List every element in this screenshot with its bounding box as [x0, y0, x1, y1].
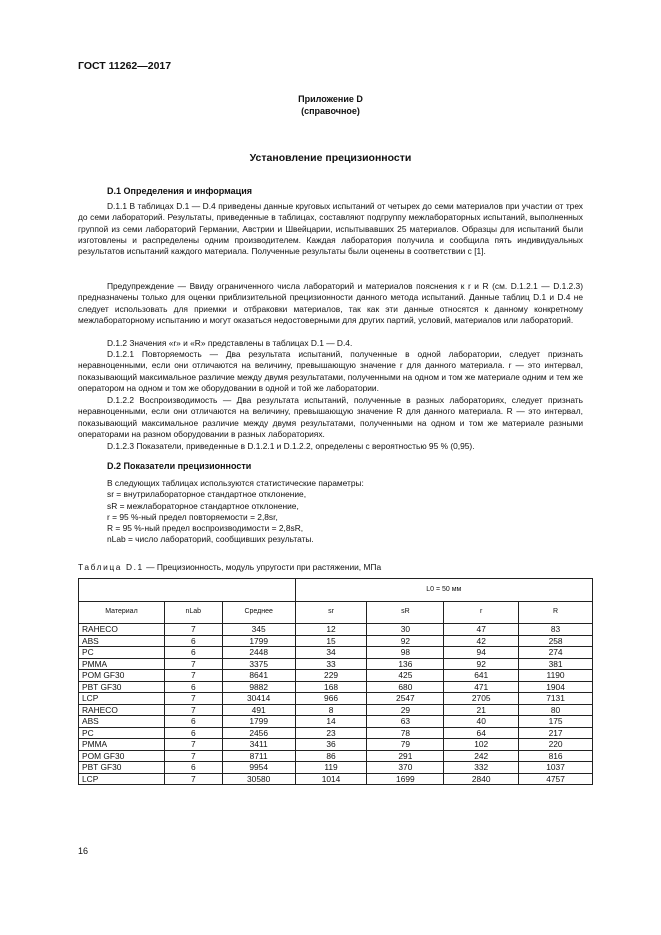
table-cell: 1904 [519, 681, 593, 693]
table-cell: 242 [444, 750, 519, 762]
standard-header: ГОСТ 11262—2017 [78, 60, 172, 72]
table-cell: 2840 [444, 773, 519, 785]
table-cell: 1014 [295, 773, 367, 785]
table-row [79, 658, 593, 670]
table-cell: 7 [164, 693, 222, 705]
table-row [79, 635, 593, 647]
column-header: r [444, 602, 519, 624]
table-cell: 7 [164, 670, 222, 682]
page-number: 16 [78, 846, 89, 856]
table-cell: ABS [79, 716, 165, 728]
header-gauge-length: L0 = 50 мм [295, 579, 592, 602]
table-row [79, 670, 593, 682]
table-caption-text: — Прецизионность, модуль упругости при растяжении, МПа [143, 562, 382, 572]
column-header: sr [295, 602, 367, 624]
table-cell: 9954 [222, 762, 295, 774]
table-cell: 42 [444, 635, 519, 647]
table-cell: 119 [295, 762, 367, 774]
table-body [79, 624, 593, 785]
table-cell: 381 [519, 658, 593, 670]
table-cell: 36 [295, 739, 367, 751]
annex-type: (справочное) [301, 106, 360, 116]
table-cell: 79 [367, 739, 444, 751]
table-cell: 47 [444, 624, 519, 636]
parameter-list [107, 478, 364, 546]
table-cell: 2448 [222, 647, 295, 659]
table-cell: 370 [367, 762, 444, 774]
table-cell: 168 [295, 681, 367, 693]
table-cell: 7 [164, 750, 222, 762]
table-row [79, 750, 593, 762]
table-cell: LCP [79, 773, 165, 785]
table-cell: PC [79, 647, 165, 659]
table-cell: 92 [367, 635, 444, 647]
table-cell: 3411 [222, 739, 295, 751]
table-cell: 7 [164, 704, 222, 716]
table-cell: 425 [367, 670, 444, 682]
table-cell: 680 [367, 681, 444, 693]
parameter-item: R = 95 %-ный предел воспроизводимости = 2,8sR, [107, 523, 304, 534]
parameter-item: nLab = число лабораторий, сообщивших результаты. [107, 534, 314, 545]
table-row [79, 727, 593, 739]
table-row [79, 624, 593, 636]
table-cell: 7 [164, 624, 222, 636]
table-cell: 1699 [367, 773, 444, 785]
table-cell: 2705 [444, 693, 519, 705]
table-cell: 7 [164, 739, 222, 751]
table-cell: PMMA [79, 658, 165, 670]
table-cell: 34 [295, 647, 367, 659]
table-cell: 29 [367, 704, 444, 716]
column-header: nLab [164, 602, 222, 624]
table-cell: PC [79, 727, 165, 739]
table-cell: 491 [222, 704, 295, 716]
table-cell: 80 [519, 704, 593, 716]
table-cell: 78 [367, 727, 444, 739]
table-cell: 12 [295, 624, 367, 636]
table-cell: 258 [519, 635, 593, 647]
parameter-item: sR = межлабораторное стандартное отклонение, [107, 500, 299, 511]
table-cell: LCP [79, 693, 165, 705]
table-row [79, 739, 593, 751]
table-cell: 8 [295, 704, 367, 716]
table-row [79, 762, 593, 774]
table-cell: 175 [519, 716, 593, 728]
table-cell: 8641 [222, 670, 295, 682]
table-cell: 9882 [222, 681, 295, 693]
table-cell: 30580 [222, 773, 295, 785]
table-cell: 40 [444, 716, 519, 728]
table-cell: 7131 [519, 693, 593, 705]
header-empty [79, 579, 296, 602]
table-cell: 94 [444, 647, 519, 659]
table-cell: 30 [367, 624, 444, 636]
parameter-item: sr = внутрилабораторное стандартное отклонение, [107, 489, 307, 500]
table-caption [78, 562, 381, 572]
table-cell: 92 [444, 658, 519, 670]
table-cell: 23 [295, 727, 367, 739]
table-cell: 345 [222, 624, 295, 636]
table-row [79, 773, 593, 785]
page-title: Установление прецизионности [249, 152, 412, 164]
table-cell: 6 [164, 716, 222, 728]
paragraph-d1-2-2: D.1.2.2 Воспроизводимость — Два результата испытаний, полученные в разных лабораториях, следует признать неравноценными, если они отличаются на величину, превышающую значение R для данного материала. R — это интервал, показывающий максимальное различие между двумя результатами, полученными на одном и том же материале разными операторами на разном оборудовании в разных лабораториях. [78, 395, 583, 439]
paragraph-d1-2: D.1.2 Значения «r» и «R» представлены в таблицах D.1 — D.4. [107, 338, 353, 348]
table-cell: 2456 [222, 727, 295, 739]
table-cell: 21 [444, 704, 519, 716]
section-heading-d1: D.1 Определения и информация [107, 186, 252, 196]
table-cell: 220 [519, 739, 593, 751]
table-cell: 641 [444, 670, 519, 682]
table-cell: 6 [164, 635, 222, 647]
table-cell: 8711 [222, 750, 295, 762]
table-cell: 1799 [222, 716, 295, 728]
column-header: Среднее [222, 602, 295, 624]
table-row [79, 716, 593, 728]
table-cell: PBT GF30 [79, 681, 165, 693]
table-cell: 1190 [519, 670, 593, 682]
section-heading-d2: D.2 Показатели прецизионности [107, 461, 252, 471]
table-cell: 7 [164, 658, 222, 670]
table-cell: 229 [295, 670, 367, 682]
column-header: R [519, 602, 593, 624]
table-cell: 7 [164, 773, 222, 785]
table-cell: 14 [295, 716, 367, 728]
table-row [79, 704, 593, 716]
table-cell: 816 [519, 750, 593, 762]
table-cell: 86 [295, 750, 367, 762]
table-cell: ABS [79, 635, 165, 647]
table-cell: 217 [519, 727, 593, 739]
table-cell: 966 [295, 693, 367, 705]
table-caption-label: Таблица D.1 [78, 562, 144, 572]
table-cell: 2547 [367, 693, 444, 705]
paragraph-d1-2-3: D.1.2.3 Показатели, приведенные в D.1.2.1 и D.1.2.2, определены с вероятностью 95 % (0,95). [107, 441, 475, 451]
table-cell: 102 [444, 739, 519, 751]
column-header: Материал [79, 602, 165, 624]
table-cell: 98 [367, 647, 444, 659]
precision-table [78, 578, 593, 785]
column-header: sR [367, 602, 444, 624]
table-cell: 15 [295, 635, 367, 647]
table-cell: 6 [164, 762, 222, 774]
table-row [79, 647, 593, 659]
table-row [79, 681, 593, 693]
table-cell: 33 [295, 658, 367, 670]
table-cell: 6 [164, 727, 222, 739]
table-cell: 4757 [519, 773, 593, 785]
table-cell: 3375 [222, 658, 295, 670]
table-cell: POM GF30 [79, 670, 165, 682]
table-cell: 63 [367, 716, 444, 728]
paragraph-d1-1: D.1.1 В таблицах D.1 — D.4 приведены данные круговых испытаний от четырех до семи материалов при участии от трех до семи лабораторий. Результаты, приведенные в таблицах, составляют подгруппу межлабораторных испытаний, выполненных группой из семи лабораторий Германии, Австрии и Швейцарии, испытывавших 25 материалов. Образцы для испытаний были изготовлены и распределены одним производителем. Каждая лаборатория получила и сообщила пять индивидуальных результатов испытаний каждого материала. Полученные результаты были оценены в соответствии с [1]. [78, 201, 583, 257]
table-cell: 83 [519, 624, 593, 636]
table-cell: POM GF30 [79, 750, 165, 762]
table-cell: 274 [519, 647, 593, 659]
paragraph-warning: Предупреждение — Ввиду ограниченного числа лабораторий и материалов пояснения к r и R (см. D.1.2.1 — D.1.2.3) предназначены только для оценки приблизительной прецизионности данного метода испытаний. Данные таблиц D.1 и D.4 не следует использовать для приемки и отбраковки материалов, так как эти данные относятся к данному конкретному межлабораторному испытанию и могут оказаться недостоверными для других партий, условий, материалов или лабораторий. [78, 281, 583, 325]
paragraph-d1-2-1: D.1.2.1 Повторяемость — Два результата испытаний, полученные в одной лаборатории, следует признать неравноценными, если они отличаются на величину, превышающую значение r для данного материала. r — это интервал, показывающий максимальное различие между двумя результатами, полученными на одном и том же материале одним и тем же оператором на одном и том же оборудовании в одной и той же лаборатории. [78, 349, 583, 393]
table-cell: 332 [444, 762, 519, 774]
table-cell: 136 [367, 658, 444, 670]
parameter-item: r = 95 %-ный предел повторяемости = 2,8sr, [107, 511, 278, 522]
table-cell: PMMA [79, 739, 165, 751]
header-row [79, 602, 593, 624]
table-cell: 64 [444, 727, 519, 739]
annex-title: Приложение D [298, 94, 363, 104]
table-cell: 1799 [222, 635, 295, 647]
table-cell: 6 [164, 647, 222, 659]
table-cell: RAHECO [79, 624, 165, 636]
table-cell: 1037 [519, 762, 593, 774]
table-cell: 471 [444, 681, 519, 693]
table-cell: 30414 [222, 693, 295, 705]
table-cell: 291 [367, 750, 444, 762]
table-cell: PBT GF30 [79, 762, 165, 774]
table-cell: RAHECO [79, 704, 165, 716]
parameter-intro: В следующих таблицах используются статистические параметры: [107, 478, 364, 488]
table-cell: 6 [164, 681, 222, 693]
table-row [79, 693, 593, 705]
